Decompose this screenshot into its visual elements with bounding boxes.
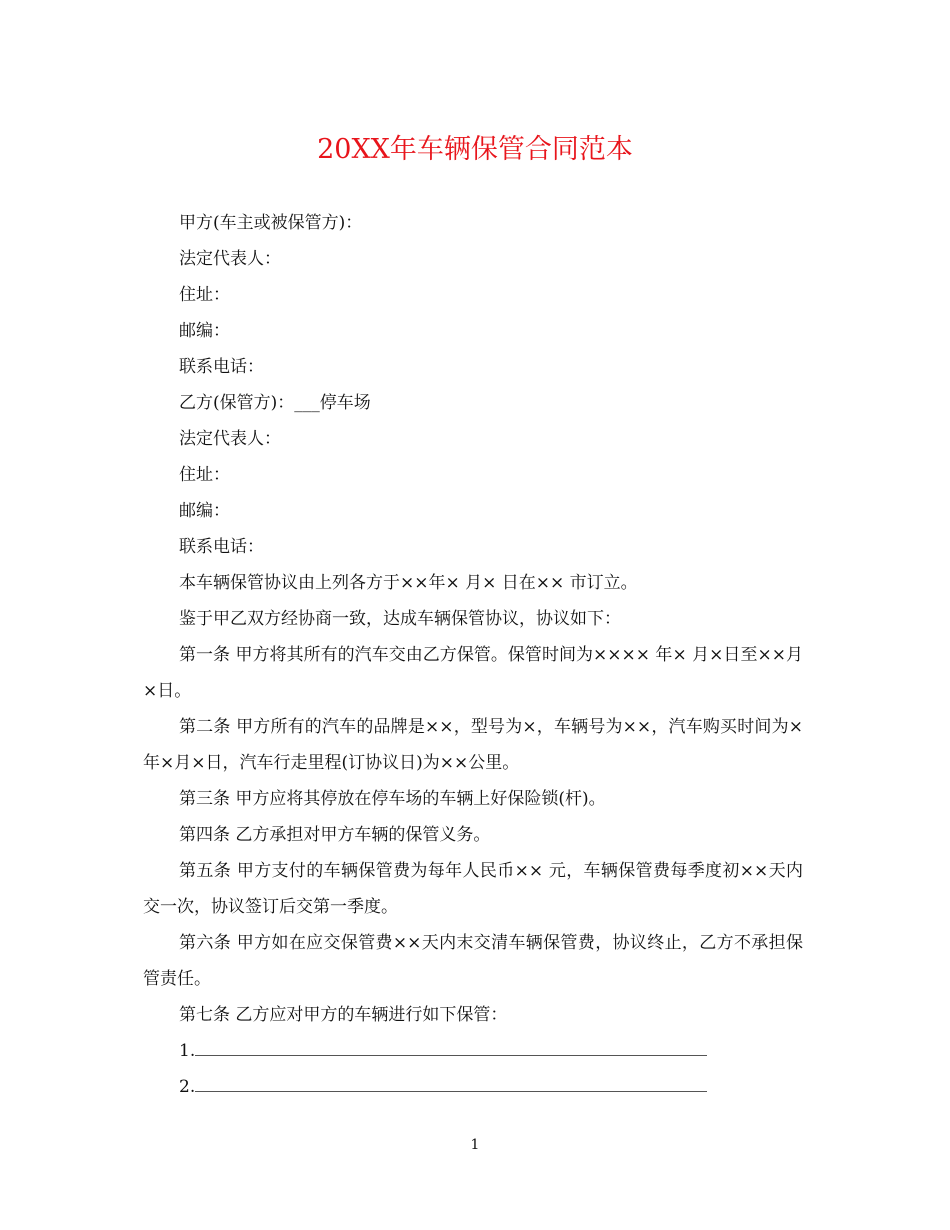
contract-body: [143, 205, 803, 1105]
page-number: 1: [470, 1137, 480, 1153]
party-a-phone: 联系电话：: [179, 357, 264, 377]
article-6: 第六条 甲方如在应交保管费××天内末交清车辆保管费，协议终止，乙方不承担保管责任。: [143, 933, 803, 989]
article-1: 第一条 甲方将其所有的汽车交由乙方保管。保管时间为×××× 年× 月×日至××月×日。: [143, 645, 803, 701]
blank-line-1-number: 1.: [179, 1041, 196, 1061]
party-b-address: 住址：: [179, 465, 230, 485]
blank-line-1-fill: [195, 1033, 707, 1056]
party-b-postcode: 邮编：: [179, 501, 230, 521]
party-a-representative: 法定代表人：: [179, 249, 281, 269]
blank-line-2: [143, 1069, 803, 1105]
blank-line-2-number: 2.: [179, 1077, 196, 1097]
intro-paragraph: 本车辆保管协议由上列各方于××年× 月× 日在×× 市订立。: [179, 573, 638, 593]
blank-line-2-fill: [195, 1069, 707, 1092]
party-a-address: 住址：: [179, 285, 230, 305]
party-a-postcode: 邮编：: [179, 321, 230, 341]
party-b-heading: 乙方(保管方)：___停车场: [179, 393, 371, 413]
article-5: 第五条 甲方支付的车辆保管费为每年人民币×× 元，车辆保管费每季度初××天内交一次，协议签订后交第一季度。: [143, 861, 803, 917]
article-3: 第三条 甲方应将其停放在停车场的车辆上好保险锁(杆)。: [179, 789, 606, 809]
page-title: 20XX年车辆保管合同范本: [317, 134, 633, 165]
party-a-heading: 甲方(车主或被保管方)：: [179, 213, 363, 233]
blank-line-1: [143, 1033, 803, 1069]
article-4: 第四条 乙方承担对甲方车辆的保管义务。: [179, 825, 491, 845]
article-2: 第二条 甲方所有的汽车的品牌是××，型号为×，车辆号为××，汽车购买时间为×年×月×日，汽车行走里程(订协议日)为××公里。: [143, 717, 803, 773]
party-b-phone: 联系电话：: [179, 537, 264, 557]
party-b-representative: 法定代表人：: [179, 429, 281, 449]
agreement-paragraph: 鉴于甲乙双方经协商一致，达成车辆保管协议，协议如下：: [179, 609, 621, 629]
article-7: 第七条 乙方应对甲方的车辆进行如下保管：: [179, 1005, 508, 1025]
